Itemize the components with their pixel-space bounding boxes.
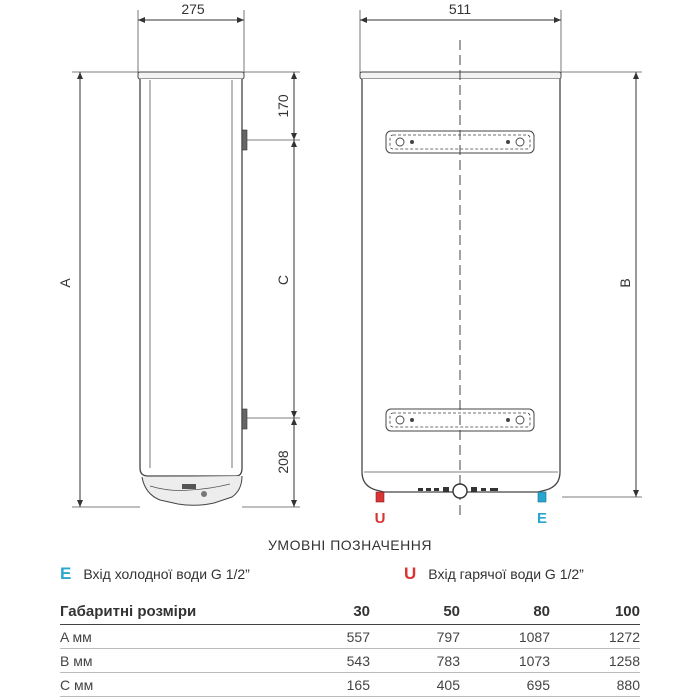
table-header-80: 80	[460, 598, 550, 625]
hot-water-code: U	[404, 564, 417, 583]
table-header-30: 30	[290, 598, 370, 625]
table-cell: 165	[290, 673, 370, 697]
table-cell: 405	[370, 673, 460, 697]
table-header-title: Габаритні розміри	[60, 598, 290, 625]
table-cell: 783	[370, 649, 460, 673]
side-view	[57, 1, 300, 507]
hot-water-marker: U	[374, 510, 386, 525]
front-width-label: 511	[448, 1, 472, 17]
table-header-row	[60, 598, 640, 625]
table-cell: 543	[290, 649, 370, 673]
cold-water-code: E	[60, 564, 72, 583]
lower-offset-label: 208	[275, 450, 291, 474]
dimension-a-label: A	[57, 278, 73, 288]
side-width-label: 275	[181, 1, 205, 17]
dimension-c-label: C	[275, 274, 291, 286]
front-view	[360, 1, 642, 525]
hot-water-text: Вхід гарячої води G 1/2”	[428, 566, 584, 582]
table-row	[60, 673, 640, 697]
table-row	[60, 649, 640, 673]
table-header-100: 100	[550, 598, 640, 625]
cold-water-marker: E	[536, 510, 548, 525]
dimensions-table	[60, 598, 640, 697]
legend-title: УМОВНІ ПОЗНАЧЕННЯ	[268, 537, 432, 553]
table-cell: 557	[290, 625, 370, 649]
dimension-b-label: B	[617, 278, 633, 288]
upper-offset-label: 170	[275, 94, 291, 118]
cold-water-text: Вхід холодної води G 1/2”	[83, 566, 250, 582]
table-header-50: 50	[370, 598, 460, 625]
table-cell: C мм	[60, 673, 290, 697]
table-cell: B мм	[60, 649, 290, 673]
table-cell: A мм	[60, 625, 290, 649]
table-cell: 797	[370, 625, 460, 649]
legend-hot-water	[404, 564, 584, 584]
table-cell: 1258	[550, 649, 640, 673]
table-row	[60, 625, 640, 649]
table-cell: 1272	[550, 625, 640, 649]
legend-cold-water	[60, 564, 250, 584]
table-cell: 880	[550, 673, 640, 697]
table-cell: 1073	[460, 649, 550, 673]
table-cell: 1087	[460, 625, 550, 649]
table-cell: 695	[460, 673, 550, 697]
